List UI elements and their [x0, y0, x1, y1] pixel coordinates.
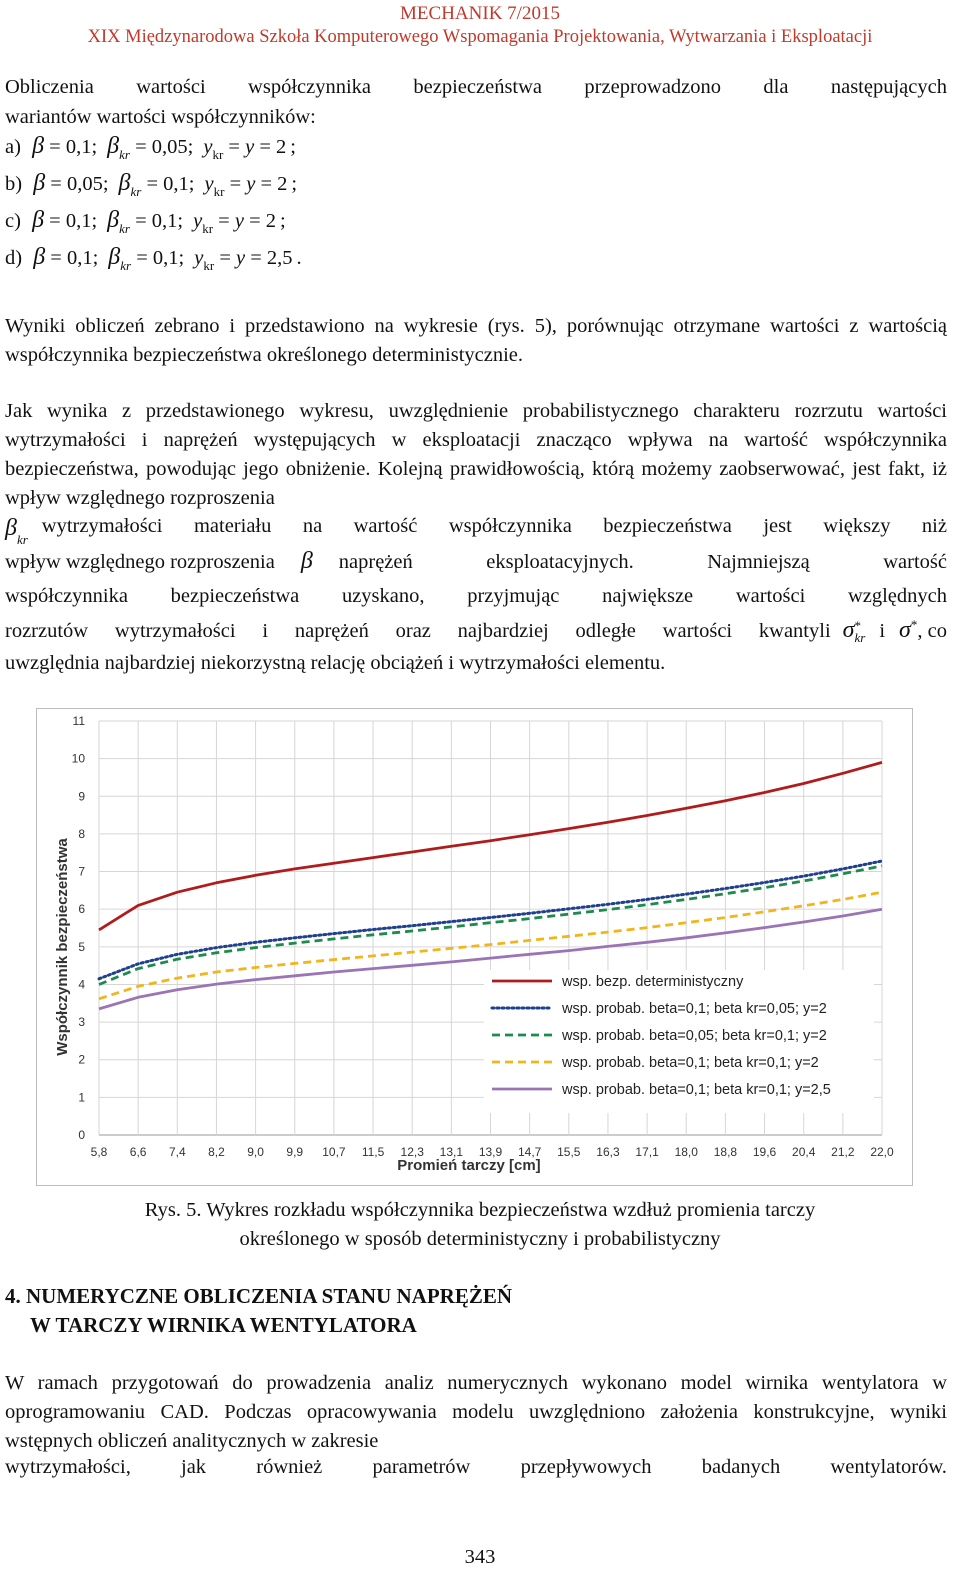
line-end: ; — [280, 210, 286, 232]
x-tick-label: 5,8 — [90, 1145, 108, 1159]
kr-subscript: kr — [120, 258, 132, 273]
variant-line — [5, 244, 302, 271]
equals-sign: = — [44, 210, 66, 232]
safety-factor-chart — [36, 708, 913, 1186]
x-tick-label: 21,2 — [831, 1145, 855, 1159]
intro-line-2: wariantów wartości współczynników: — [5, 106, 316, 128]
section-heading-line-2: W TARCZY WIRNIKA WENTYLATORA — [30, 1313, 417, 1337]
beta-symbol: β — [118, 170, 131, 196]
y-tick-label: 0 — [78, 1128, 85, 1142]
x-axis-label: Promień tarczy [cm] — [397, 1157, 541, 1174]
discussion-word: większy — [823, 515, 891, 537]
discussion-word: wytrzymałości — [41, 515, 163, 537]
discussion-word: jest — [763, 515, 792, 537]
y-tick-label: 9 — [78, 789, 85, 804]
discussion-word: największe — [602, 585, 694, 607]
discussion-line-sigma — [5, 617, 947, 644]
discussion-word: niż — [921, 515, 947, 537]
equals-sign: = — [224, 173, 247, 195]
beta-kr-value: 0,1 — [163, 173, 189, 195]
beta-value: 0,1 — [65, 136, 92, 158]
kr-subscript: kr — [203, 258, 215, 273]
y-symbol: y — [194, 247, 204, 269]
star-superscript: * — [854, 618, 861, 634]
kr-subscript: kr — [212, 147, 224, 162]
y-tick-label: 6 — [78, 902, 85, 917]
semicolon: ; — [92, 247, 99, 269]
y-symbol: y — [236, 247, 246, 269]
variant-label: a) — [5, 136, 21, 158]
discussion-word: bezpieczeństwa — [170, 585, 300, 607]
sigma-symbol: σ — [842, 617, 855, 643]
discussion-line-beta — [5, 548, 947, 578]
space — [22, 247, 27, 269]
x-tick-label: 14,7 — [517, 1145, 542, 1159]
discussion-word: na — [302, 515, 323, 537]
x-tick-label: 18,0 — [674, 1145, 698, 1159]
final-word: wentylatorów. — [830, 1456, 947, 1478]
x-tick-label: 15,5 — [557, 1145, 581, 1159]
x-tick-label: 22,0 — [870, 1145, 894, 1159]
beta-symbol: β — [32, 207, 45, 233]
y-tick-label: 5 — [78, 939, 85, 954]
comma-co: , co — [917, 620, 947, 642]
kr-subscript: kr — [130, 184, 142, 199]
space — [21, 136, 26, 158]
beta-kr-value: 0,1 — [152, 247, 179, 269]
intro-word: współczynnika — [248, 76, 372, 98]
figure-caption-line-1: Rys. 5. Wykres rozkładu współczynnika bezpieczeństwa wzdłuż promienia tarczy — [144, 1199, 816, 1221]
equals-sign: = — [223, 136, 246, 158]
beta-value: 0,05 — [66, 173, 103, 195]
semicolon: ; — [188, 173, 195, 195]
beta-symbol: β — [33, 170, 46, 196]
discussion-text-3b: naprężeń eksploatacyjnych. Najmniejszą wartość — [338, 551, 947, 573]
discussion-word: wartości — [735, 585, 806, 607]
kr-subscript: kr — [202, 221, 214, 236]
discussion-line-beta-kr — [5, 515, 947, 548]
x-tick-label: 9,0 — [247, 1145, 264, 1159]
y-tick-label: 1 — [78, 1090, 85, 1105]
intro-word: następujących — [830, 76, 947, 98]
final-word: parametrów — [372, 1456, 471, 1478]
sigma-quantile — [899, 617, 917, 644]
legend-label: wsp. probab. beta=0,1; beta kr=0,1; y=2 — [562, 1055, 819, 1071]
final-paragraph: W ramach przygotowań do prowadzenia analiz numerycznych wykonano model wirnika wentylatora w oprogramowaniu CAD. Podczas opracowywania modelu uwzględniono założenia konstrukcyjne, wyniki wstępnych obliczeń analitycznych w zakresie — [5, 1372, 947, 1452]
y-symbol: y — [204, 173, 214, 195]
variant-line — [5, 133, 296, 160]
legend-label: wsp. probab. beta=0,1; beta kr=0,05; y=2 — [562, 1001, 827, 1017]
intro-word: Obliczenia — [5, 76, 94, 98]
equals-sign: = — [129, 136, 152, 158]
y-axis-label: Współczynnik bezpieczeństwa — [54, 838, 71, 1056]
final-word: wytrzymałości, — [5, 1456, 131, 1478]
legend-label: wsp. probab. beta=0,1; beta kr=0,1; y=2,5 — [562, 1082, 831, 1098]
variant-line — [5, 207, 286, 234]
y-symbol: y — [203, 136, 213, 158]
y-tick-label: 2 — [78, 1052, 85, 1067]
intro-word: dla — [763, 76, 789, 98]
y-value: 2 — [277, 173, 288, 195]
discussion-line-6: uwzględnia najbardziej niekorzystną relację obciążeń i wytrzymałości elementu. — [5, 652, 666, 674]
intro-word: wartości — [136, 76, 206, 98]
x-tick-label: 7,4 — [168, 1145, 186, 1159]
kr-subscript: kr — [213, 184, 225, 199]
section-heading-line-1: 4. NUMERYCZNE OBLICZENIA STANU NAPRĘŻEŃ — [5, 1284, 513, 1308]
equals-sign: = — [255, 173, 278, 195]
final-word: przepływowych — [520, 1456, 652, 1478]
final-word: jak — [181, 1456, 207, 1478]
discussion-word: uzyskano, — [341, 585, 425, 607]
y-symbol: y — [234, 210, 244, 232]
discussion-line-4 — [5, 585, 947, 608]
y-tick-label: 10 — [71, 751, 85, 766]
discussion-word: bezpieczeństwa — [603, 515, 732, 537]
sigma-symbol: σ — [899, 617, 911, 643]
and-word: i — [879, 620, 886, 642]
discussion-text-5a: rozrzutów wytrzymałości i naprężeń oraz najbardziej odległe wartości kwantyli — [5, 620, 831, 642]
conference-title: XIX Międzynarodowa Szkoła Komputerowego Wspomagania Projektowania, Wytwarzania i Eksploatacji — [87, 27, 873, 47]
discussion-word: materiału — [193, 515, 272, 537]
discussion-word: przyjmując — [467, 585, 560, 607]
final-paragraph-last-line — [5, 1456, 947, 1479]
beta-symbol: β — [32, 133, 45, 159]
variant-label: c) — [5, 210, 21, 232]
intro-line-1 — [5, 76, 947, 99]
x-tick-label: 9,9 — [286, 1145, 304, 1159]
intro-word: bezpieczeństwa — [413, 76, 543, 98]
x-tick-label: 19,6 — [752, 1145, 777, 1159]
y-value: 2 — [276, 136, 287, 158]
x-tick-label: 12,3 — [400, 1145, 424, 1159]
y-value: 2 — [265, 210, 277, 232]
semicolon: ; — [91, 136, 98, 158]
chart-legend — [484, 970, 874, 1113]
beta-symbol: β — [107, 207, 120, 233]
equals-sign: = — [243, 210, 266, 232]
discussion-paragraph: Jak wynika z przedstawionego wykresu, uwzględnienie probabilistycznego charakteru rozrzutu wartości wytrzymałości i naprężeń występujących w eksploatacji znacząco wpływa na wartość współczynnika bezpieczeństwa, powodując jego obniżenie. Kolejną prawidłowością, którą możemy zaobserwować, jest fakt, iż wpływ względnego rozproszenia — [5, 400, 947, 509]
y-symbol: y — [245, 136, 255, 158]
final-word: również — [256, 1456, 323, 1478]
x-tick-label: 8,2 — [208, 1145, 225, 1159]
equals-sign: = — [213, 210, 235, 232]
star-superscript: * — [910, 617, 918, 633]
beta-kr-value: 0,1 — [151, 210, 178, 232]
semicolon: ; — [177, 210, 184, 232]
intro-word: przeprowadzono — [584, 76, 722, 98]
y-tick-labels — [72, 714, 86, 1142]
variant-label: d) — [5, 247, 23, 269]
figure-caption-line-2: określonego w sposób deterministyczny i probabilistyczny — [239, 1228, 721, 1250]
x-tick-label: 6,6 — [129, 1145, 147, 1159]
beta-symbol: β — [5, 515, 17, 541]
sigma-kr-quantile — [843, 617, 866, 644]
kr-subscript: kr — [119, 221, 130, 236]
page-number: 343 — [464, 1546, 496, 1568]
y-tick-label: 4 — [78, 977, 85, 992]
x-tick-label: 16,3 — [596, 1145, 620, 1159]
space — [21, 210, 26, 232]
space — [22, 173, 27, 195]
kr-subscript: kr — [854, 630, 866, 646]
equals-sign: = — [214, 247, 236, 269]
beta-value: 0,1 — [65, 210, 92, 232]
semicolon: ; — [91, 210, 98, 232]
equals-sign: = — [254, 136, 277, 158]
equals-sign: = — [131, 247, 153, 269]
legend-label: wsp. probab. beta=0,05; beta kr=0,1; y=2 — [562, 1028, 827, 1044]
discussion-word: współczynnika — [5, 585, 128, 607]
x-tick-label: 18,8 — [713, 1145, 738, 1159]
equals-sign: = — [44, 136, 66, 158]
equals-sign: = — [45, 173, 67, 195]
chart-svg — [37, 709, 912, 1185]
kr-subscript: kr — [16, 532, 28, 548]
semicolon: ; — [187, 136, 194, 158]
y-tick-label: 3 — [78, 1015, 85, 1030]
beta-value: 0,1 — [66, 247, 93, 269]
x-tick-label: 20,4 — [792, 1145, 816, 1159]
discussion-word: wartość — [353, 515, 418, 537]
equals-sign: = — [141, 173, 164, 195]
semicolon: ; — [178, 247, 185, 269]
x-tick-label: 10,7 — [322, 1145, 346, 1159]
line-end: ; — [291, 173, 298, 195]
journal-title: MECHANIK 7/2015 — [400, 3, 560, 24]
variant-label: b) — [5, 173, 23, 195]
y-symbol: y — [193, 210, 203, 232]
semicolon: ; — [102, 173, 109, 195]
y-value: 2,5 — [266, 247, 293, 269]
beta-symbol: β — [107, 133, 120, 159]
equals-sign: = — [245, 247, 267, 269]
discussion-text-3a: wpływ względnego rozproszenia — [5, 551, 275, 573]
y-tick-label: 8 — [78, 826, 85, 841]
legend-label: wsp. bezp. deterministyczny — [562, 974, 744, 990]
y-symbol: y — [246, 173, 256, 195]
x-tick-label: 13,1 — [439, 1145, 464, 1159]
discussion-line-words — [42, 515, 947, 544]
x-tick-label: 13,9 — [478, 1145, 503, 1159]
line-end: ; — [290, 136, 296, 158]
y-tick-label: 7 — [78, 864, 85, 879]
kr-subscript: kr — [119, 147, 130, 162]
results-paragraph: Wyniki obliczeń zebrano i przedstawiono na wykresie (rys. 5), porównując otrzymane wartości z wartością współczynnika bezpieczeństwa określonego deterministycznie. — [5, 315, 947, 366]
final-word: badanych — [701, 1456, 781, 1478]
y-tick-label: 11 — [72, 714, 85, 728]
beta-symbol: β — [33, 244, 46, 270]
beta-symbol: β — [300, 548, 313, 574]
equals-sign: = — [129, 210, 152, 232]
line-end: . — [296, 247, 302, 269]
x-tick-label: 17,1 — [635, 1145, 659, 1159]
equals-sign: = — [45, 247, 67, 269]
variant-line — [5, 170, 297, 197]
discussion-word: współczynnika — [448, 515, 572, 537]
beta-symbol: β — [108, 244, 121, 270]
discussion-word: względnych — [847, 585, 947, 607]
beta-kr-value: 0,05 — [151, 136, 188, 158]
x-tick-label: 11,5 — [361, 1145, 385, 1159]
